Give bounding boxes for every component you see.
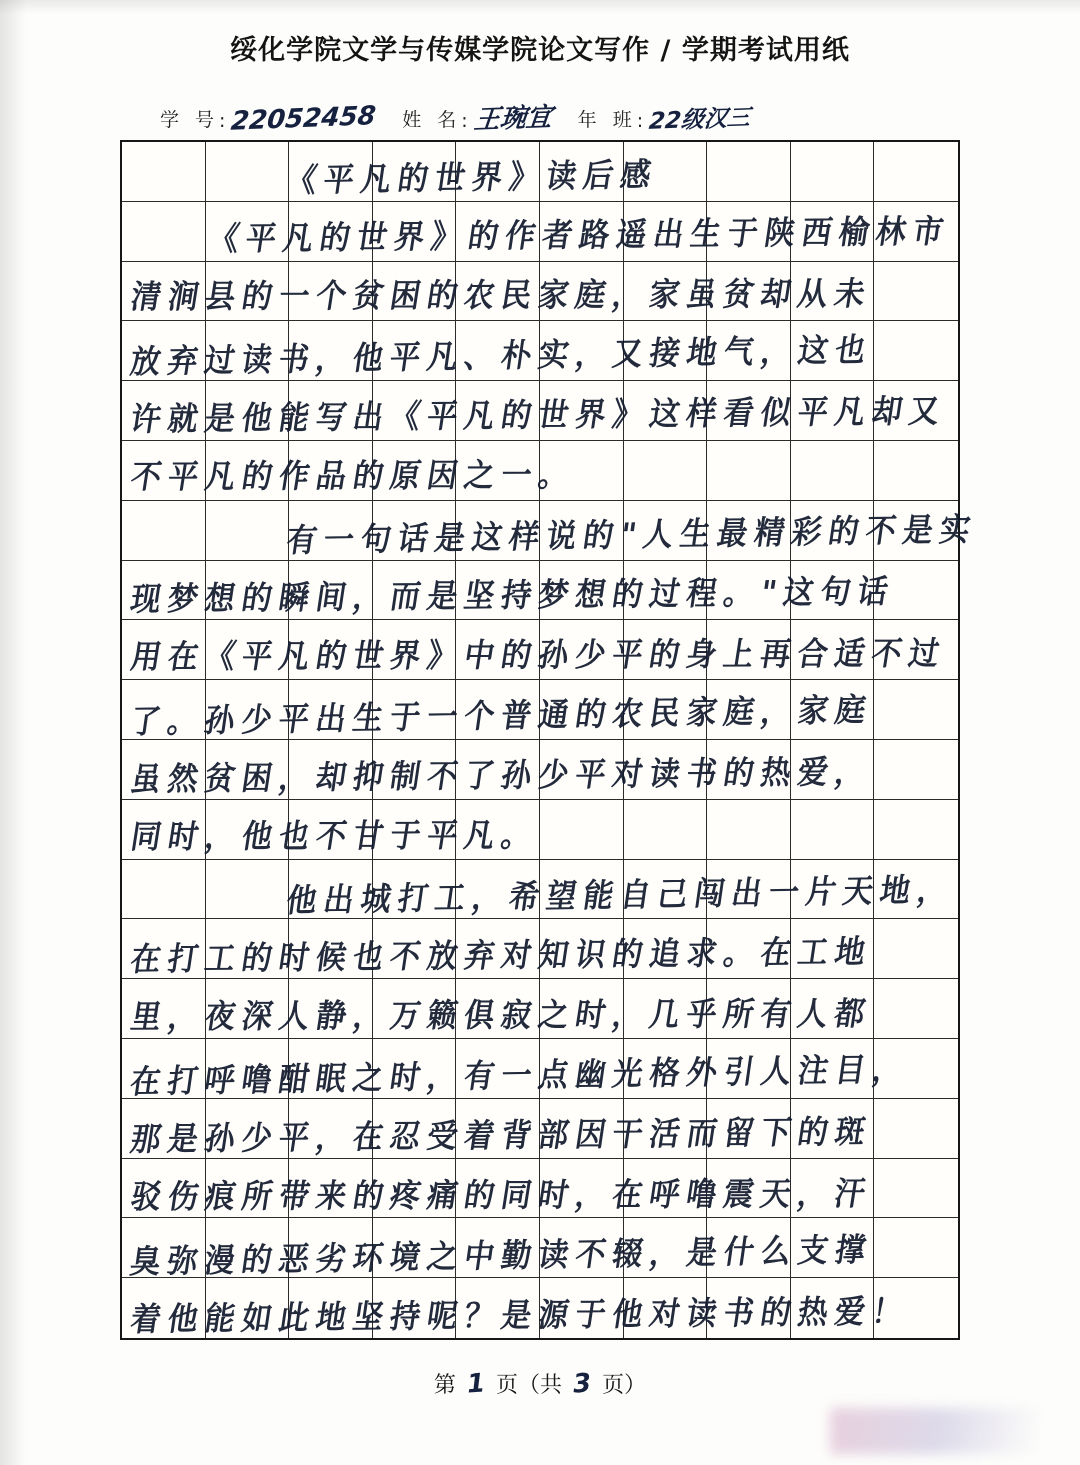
field-class [577, 104, 752, 135]
grid-cell [874, 919, 958, 979]
grid-cell [707, 1278, 791, 1338]
grid-cell [791, 919, 875, 979]
grid-cell [456, 979, 540, 1039]
grid-cell [874, 1099, 958, 1159]
grid-cell [289, 1099, 373, 1159]
grid-cell [122, 321, 206, 381]
grid-cell [206, 860, 290, 920]
grid-cell [791, 202, 875, 262]
handwritten-text: 清涧县的一个贫困的农民家庭，家虽贫却从未 [128, 275, 875, 317]
grid-cell [791, 1159, 875, 1219]
grid-cell [540, 142, 624, 202]
grid-cell [540, 321, 624, 381]
grid-cell [206, 740, 290, 800]
grid-cell [624, 860, 708, 920]
grid-cell [373, 860, 457, 920]
grid-cell [874, 620, 958, 680]
grid-cell [874, 441, 958, 501]
handwritten-text: 现梦想的瞬间，而是坚持梦想的过程。"这句话 [127, 573, 898, 620]
grid-cell [289, 202, 373, 262]
grid-cell [206, 1039, 290, 1099]
grid-cell [122, 561, 206, 621]
handwritten-text: 在打工的时候也不放弃对知识的追求。在工地 [127, 933, 875, 980]
grid-cell [456, 501, 540, 561]
grid-cell [874, 860, 958, 920]
grid-cell [707, 680, 791, 740]
grid-cell [624, 919, 708, 979]
grid-cell [707, 800, 791, 860]
grid-cell [874, 1159, 958, 1219]
footer-suffix: 页） [602, 1373, 647, 1398]
grid-cell [791, 680, 875, 740]
grid-cell [289, 501, 373, 561]
handwritten-text: 里，夜深人静，万籁俱寂之时，几乎所有人都 [128, 995, 875, 1037]
grid-cell [456, 1099, 540, 1159]
grid-cell [122, 142, 206, 202]
grid-cell [206, 561, 290, 621]
grid-cell [707, 381, 791, 441]
grid-cell [456, 919, 540, 979]
field-student-name-colon: : [461, 110, 468, 132]
grid-cell [540, 620, 624, 680]
grid-cell [624, 1278, 708, 1338]
grid-cell [791, 561, 875, 621]
handwritten-text: 那是孙少平，在忍受着背部因干活而留下的斑 [127, 1113, 875, 1160]
grid-cell [791, 441, 875, 501]
grid-cell [791, 142, 875, 202]
grid-cell [707, 860, 791, 920]
grid-cell [122, 501, 206, 561]
grid-cell [624, 262, 708, 322]
grid-cell [289, 1159, 373, 1219]
grid-cell [373, 680, 457, 740]
grid-cell [791, 381, 875, 441]
grid-cell [540, 680, 624, 740]
grid-cell [874, 1039, 958, 1099]
grid-cell [206, 381, 290, 441]
grid-cell [874, 142, 958, 202]
grid-cell [791, 501, 875, 561]
grid-cell [122, 1099, 206, 1159]
grid-cell [540, 1159, 624, 1219]
grid-cell [456, 381, 540, 441]
field-student-id-value: 22052458 [229, 101, 378, 137]
footer-page-number: 1 [465, 1368, 487, 1400]
grid-cell [289, 1218, 373, 1278]
grid-cell [122, 979, 206, 1039]
grid-cell [456, 202, 540, 262]
grid-cell [540, 800, 624, 860]
grid-cell [122, 1039, 206, 1099]
grid-cell [874, 1218, 958, 1278]
grid-cell [122, 800, 206, 860]
handwritten-text: 臭弥漫的恶劣环境之中勤读不辍，是什么支撑 [127, 1231, 875, 1282]
handwritten-text: 有一句话是这样说的"人生最精彩的不是实 [283, 511, 980, 561]
grid-cell [624, 1218, 708, 1278]
grid-cell [624, 501, 708, 561]
field-student-name [402, 102, 554, 136]
grid-cell [707, 620, 791, 680]
grid-cell [791, 800, 875, 860]
handwritten-text: 用在《平凡的世界》中的孙少平的身上再合适不过 [128, 635, 949, 677]
grid-cell [373, 1039, 457, 1099]
grid-cell [373, 1159, 457, 1219]
grid-cell [540, 860, 624, 920]
grid-cell [874, 680, 958, 740]
handwritten-text: 驳伤痕所带来的疼痛的同时，在呼噜震天，汗 [128, 1175, 875, 1217]
grid-cell [791, 1039, 875, 1099]
grid-cell [206, 1099, 290, 1159]
handwritten-text: 同时，他也不甘于平凡。 [128, 816, 542, 857]
grid-cell [791, 321, 875, 381]
grid-cell [289, 919, 373, 979]
grid-cell [791, 979, 875, 1039]
grid-cell [540, 1278, 624, 1338]
grid-cell [707, 441, 791, 501]
grid-cell [373, 441, 457, 501]
grid-cell [122, 620, 206, 680]
grid-cell [122, 860, 206, 920]
grid-cell [624, 680, 708, 740]
grid-cell [456, 860, 540, 920]
grid-cell [707, 1099, 791, 1159]
grid-cell [289, 381, 373, 441]
grid-cell [624, 441, 708, 501]
footer-middle: 页（共 [495, 1373, 562, 1398]
grid-cell [707, 321, 791, 381]
grid-cell [791, 620, 875, 680]
footer-prefix: 第 [433, 1373, 456, 1398]
grid-cell [707, 1218, 791, 1278]
grid-cell [206, 919, 290, 979]
grid-cell [373, 202, 457, 262]
grid-cell [874, 202, 958, 262]
page-edge-shadow-left [0, 0, 26, 1465]
grid-cell [707, 561, 791, 621]
grid-cell [289, 979, 373, 1039]
field-class-value: 22级汉三 [647, 104, 752, 135]
handwritten-text: 放弃过读书，他平凡、朴实，又接地气，这也 [127, 331, 875, 382]
handwritten-text: 不平凡的作品的原因之一。 [128, 456, 579, 497]
grid-cell [373, 262, 457, 322]
student-info-row [160, 92, 920, 137]
grid-cell [206, 262, 290, 322]
grid-cell [122, 740, 206, 800]
grid-cell [707, 142, 791, 202]
grid-cell [874, 561, 958, 621]
grid-cell [707, 1159, 791, 1219]
grid-cell [456, 800, 540, 860]
grid-cell [456, 1039, 540, 1099]
grid-cell [206, 1278, 290, 1338]
grid-cell [373, 740, 457, 800]
grid-cell [707, 740, 791, 800]
field-student-name-value: 王琬宜 [472, 102, 554, 136]
grid-cell [289, 740, 373, 800]
grid-cell [206, 441, 290, 501]
page-title: 绥化学院文学与传媒学院论文写作 / 学期考试用纸 [230, 35, 850, 66]
grid-cell [540, 262, 624, 322]
grid-cell [874, 381, 958, 441]
grid-cell [624, 620, 708, 680]
grid-cell [624, 381, 708, 441]
grid-cell [373, 800, 457, 860]
grid-cell [624, 202, 708, 262]
grid-cell [624, 321, 708, 381]
grid-cell [874, 1278, 958, 1338]
grid-cell [624, 561, 708, 621]
grid-cell [456, 1159, 540, 1219]
grid-cell [289, 321, 373, 381]
grid-cell [624, 142, 708, 202]
grid-cell [540, 202, 624, 262]
field-student-id-colon: : [219, 110, 226, 132]
grid-cell [289, 1039, 373, 1099]
answer-grid-sheet [120, 140, 980, 1340]
grid-cell [874, 979, 958, 1039]
page-footer [0, 1368, 1080, 1399]
grid-cell [456, 441, 540, 501]
grid-cell [206, 620, 290, 680]
grid-cell [707, 979, 791, 1039]
grid-cell [122, 1218, 206, 1278]
grid-cell [289, 680, 373, 740]
grid-cell [707, 1039, 791, 1099]
grid-cell [289, 1278, 373, 1338]
grid-cell [624, 1039, 708, 1099]
grid-cell [874, 321, 958, 381]
grid-cell [289, 441, 373, 501]
answer-grid [122, 142, 958, 1338]
grid-cell [289, 262, 373, 322]
handwritten-text: 着他能如此地坚持呢？是源于他对读书的热爱！ [127, 1293, 912, 1340]
grid-cell [707, 919, 791, 979]
grid-cell [206, 800, 290, 860]
grid-cell [373, 142, 457, 202]
grid-cell [791, 860, 875, 920]
handwritten-text: 《平凡的世界》读后感 [283, 156, 661, 201]
page-smudge [830, 1408, 1040, 1454]
grid-cell [707, 202, 791, 262]
grid-cell [206, 142, 290, 202]
grid-cell [456, 561, 540, 621]
grid-cell [540, 979, 624, 1039]
field-student-id [160, 101, 378, 137]
grid-cell [624, 800, 708, 860]
grid-cell [791, 740, 875, 800]
grid-cell [206, 979, 290, 1039]
grid-cell [540, 1039, 624, 1099]
grid-cell [707, 501, 791, 561]
grid-cell [373, 501, 457, 561]
grid-cell [456, 142, 540, 202]
handwritten-text: 虽然贫困，却抑制不了孙少平对读书的热爱， [127, 753, 875, 800]
grid-cell [206, 1159, 290, 1219]
field-student-name-label: 姓 名 [402, 109, 462, 131]
handwritten-text: 《平凡的世界》的作者路遥出生于陕西榆林市 [206, 213, 953, 259]
grid-cell [874, 262, 958, 322]
field-class-colon: : [636, 110, 644, 132]
grid-cell [373, 979, 457, 1039]
grid-cell [373, 1099, 457, 1159]
grid-cell [540, 919, 624, 979]
grid-cell [122, 262, 206, 322]
grid-cell [373, 321, 457, 381]
field-class-label: 年 班 [577, 109, 637, 131]
grid-cell [624, 1159, 708, 1219]
handwritten-text: 他出城打工，希望能自己闯出一片天地， [283, 871, 957, 921]
grid-cell [206, 501, 290, 561]
handwritten-text: 了。孙少平出生于一个普通的农民家庭，家庭 [127, 691, 875, 742]
grid-cell [289, 561, 373, 621]
grid-cell [456, 262, 540, 322]
grid-cell [373, 1278, 457, 1338]
grid-cell [456, 1218, 540, 1278]
grid-cell [791, 262, 875, 322]
field-student-id-label: 学 号 [160, 109, 220, 131]
handwritten-text: 在打呼噜酣眠之时，有一点幽光格外引人注目， [127, 1050, 913, 1102]
grid-cell [624, 1099, 708, 1159]
grid-cell [206, 202, 290, 262]
grid-cell [540, 740, 624, 800]
grid-cell [122, 202, 206, 262]
grid-cell [624, 740, 708, 800]
grid-cell [122, 1159, 206, 1219]
grid-cell [540, 381, 624, 441]
grid-cell [791, 1099, 875, 1159]
grid-cell [373, 561, 457, 621]
grid-cell [874, 800, 958, 860]
grid-cell [289, 620, 373, 680]
grid-cell [874, 740, 958, 800]
grid-cell [540, 501, 624, 561]
grid-cell [289, 142, 373, 202]
footer-total-pages: 3 [571, 1368, 593, 1400]
grid-cell [373, 1218, 457, 1278]
grid-cell [456, 620, 540, 680]
grid-cell [122, 381, 206, 441]
grid-cell [373, 919, 457, 979]
grid-cell [122, 441, 206, 501]
grid-cell [289, 800, 373, 860]
grid-cell [456, 740, 540, 800]
grid-cell [289, 860, 373, 920]
grid-cell [540, 1099, 624, 1159]
grid-cell [791, 1278, 875, 1338]
grid-cell [206, 321, 290, 381]
page-edge-shadow-top [0, 0, 1080, 14]
grid-cell [122, 1278, 206, 1338]
grid-cell [206, 680, 290, 740]
grid-cell [456, 321, 540, 381]
grid-cell [874, 501, 958, 561]
grid-cell [122, 919, 206, 979]
handwritten-text: 许就是他能写出《平凡的世界》这样看似平凡却又 [127, 392, 949, 440]
grid-cell [540, 441, 624, 501]
grid-cell [540, 1218, 624, 1278]
grid-cell [373, 620, 457, 680]
grid-cell [206, 1218, 290, 1278]
grid-cell [791, 1218, 875, 1278]
grid-cell [540, 561, 624, 621]
grid-cell [456, 1278, 540, 1338]
grid-cell [373, 381, 457, 441]
grid-cell [707, 262, 791, 322]
grid-cell [624, 979, 708, 1039]
grid-cell [122, 680, 206, 740]
grid-cell [456, 680, 540, 740]
